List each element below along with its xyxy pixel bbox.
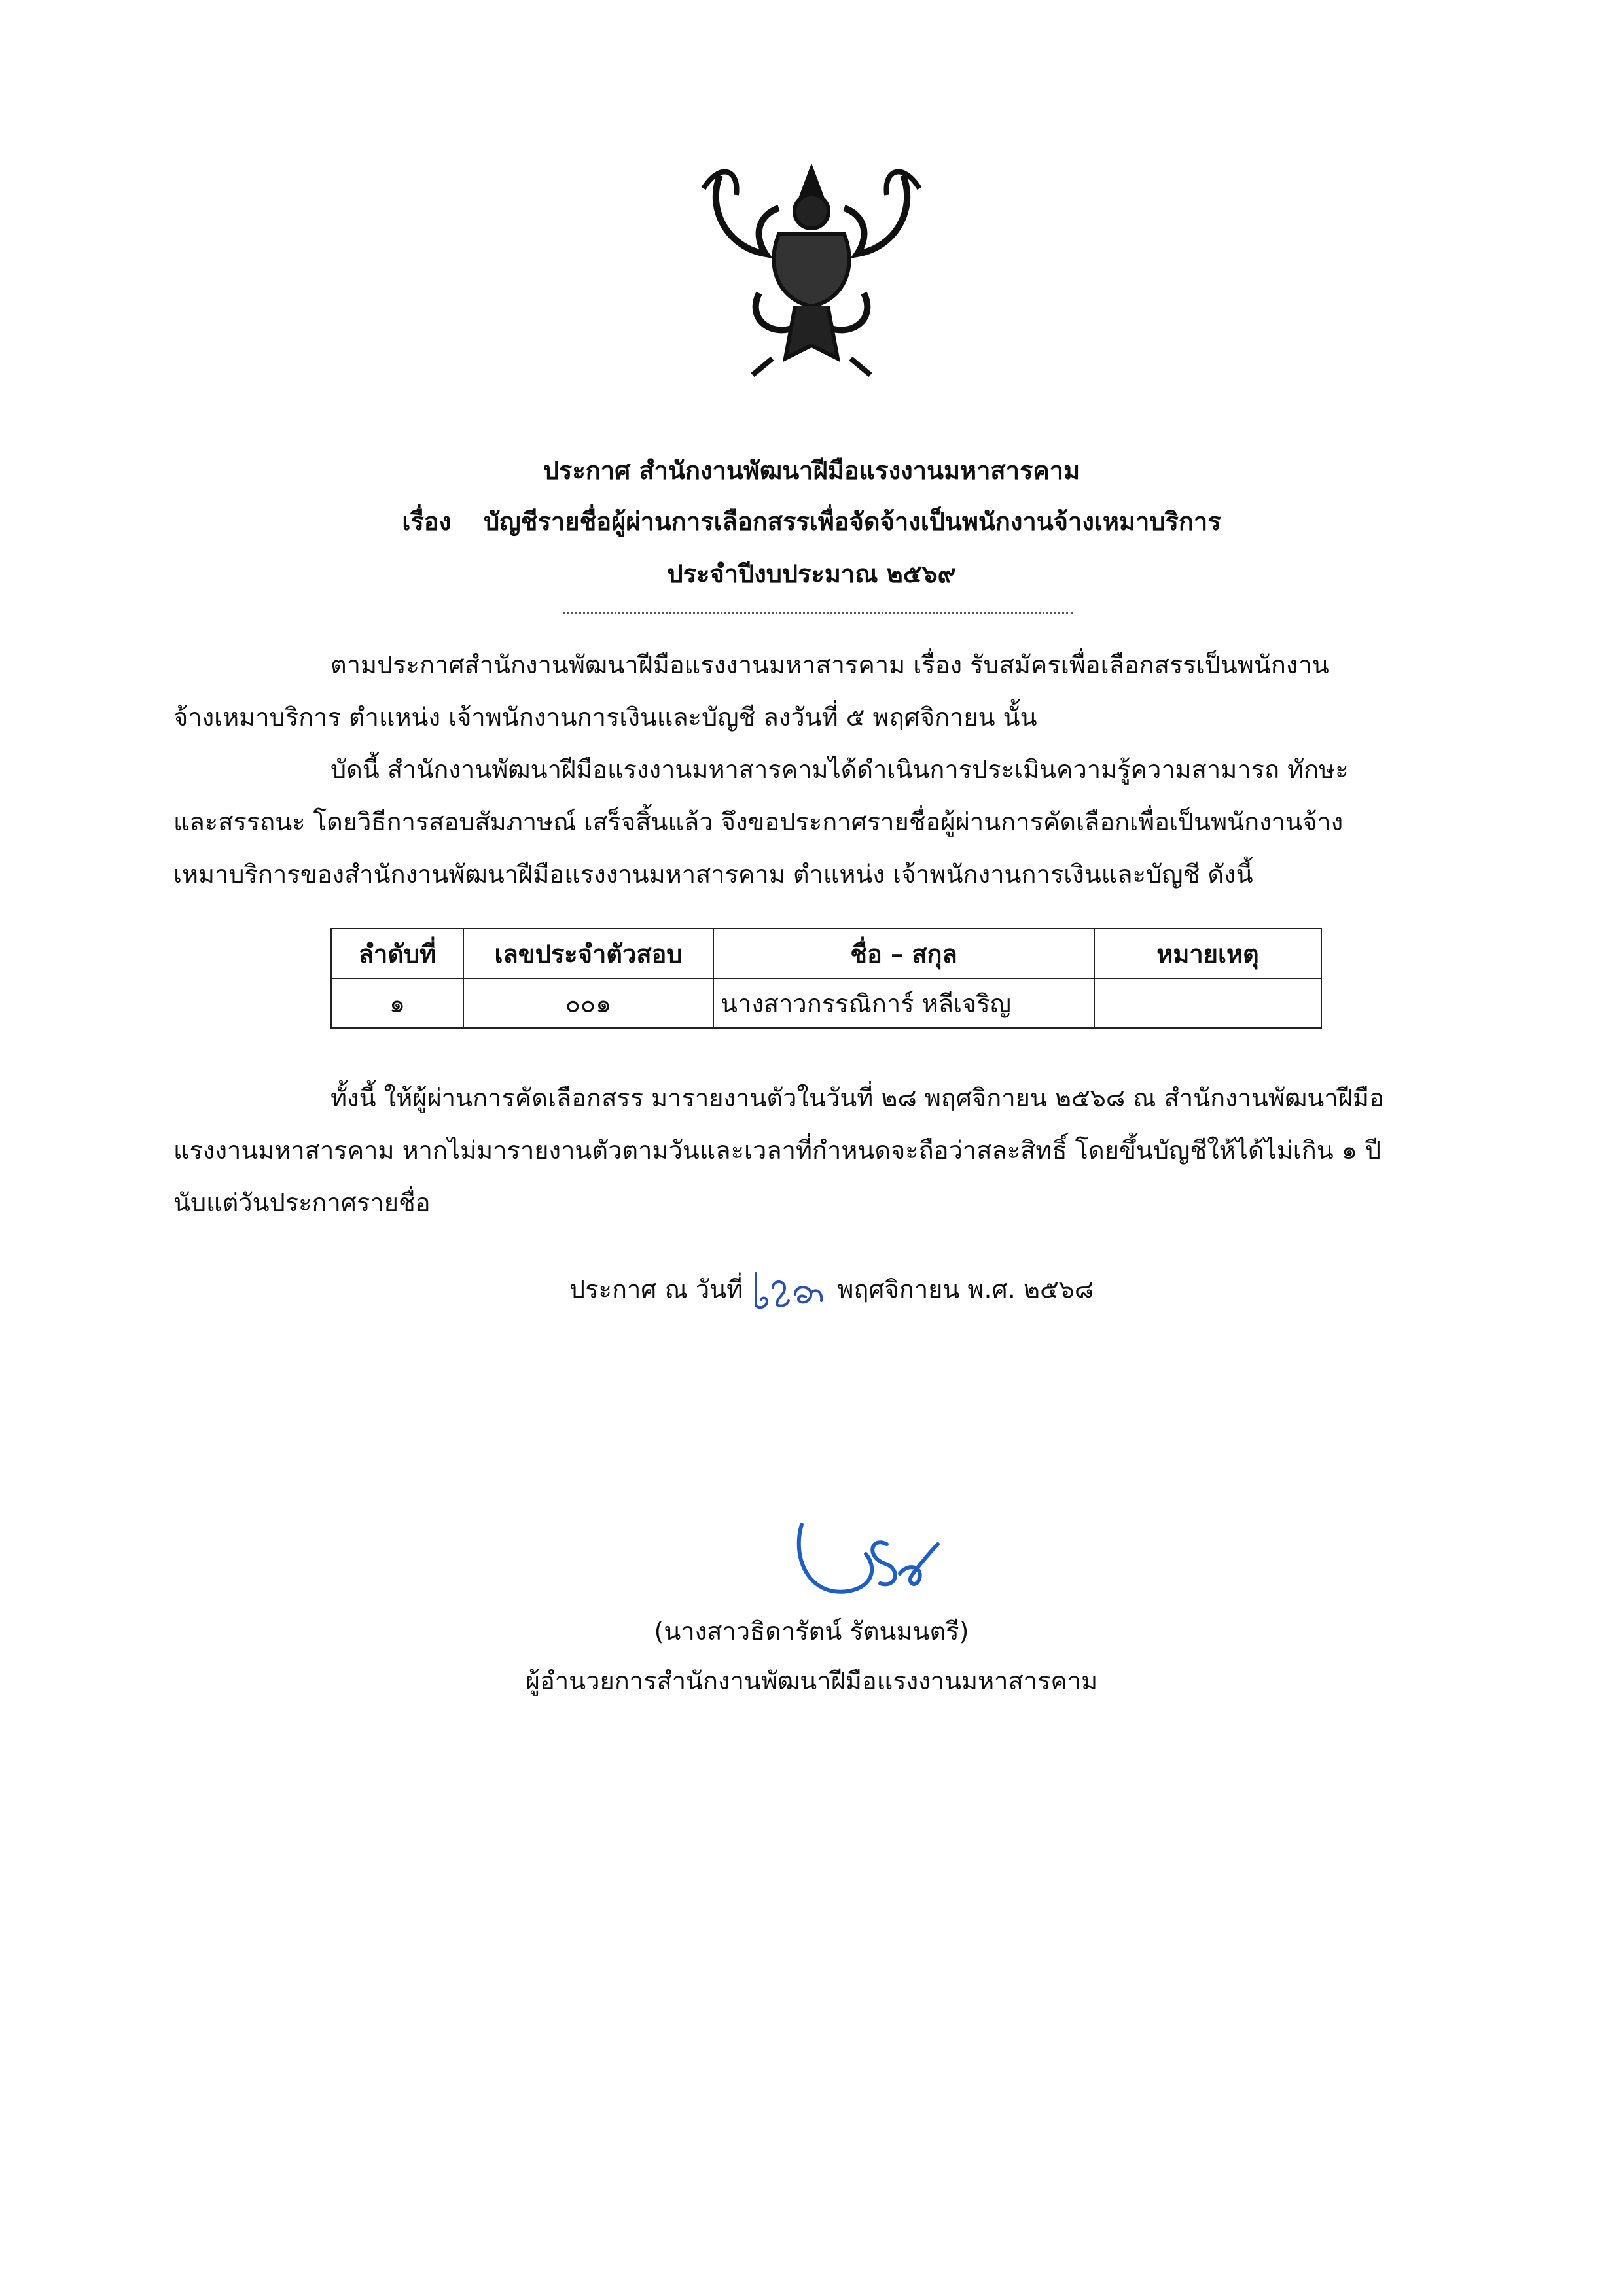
paragraph-1-line-1: ตามประกาศสำนักงานพัฒนาฝีมือแรงงานมหาสารคาม เรื่อง รับสมัครเพื่อเลือกสรรเป็นพนักงาน bbox=[330, 650, 1329, 679]
signer-name: (นางสาวธิดารัตน์ รัตนมนตรี) bbox=[654, 1617, 969, 1646]
subject-text: บัญชีรายชื่อผู้ผ่านการเลือกสรรเพื่อจัดจ้างเป็นพนักงานจ้างเหมาบริการ bbox=[484, 507, 1221, 536]
paragraph-2-line-3: เหมาบริการของสำนักงานพัฒนาฝีมือแรงงานมหาสารคาม ตำแหน่ง เจ้าพนักงานการเงินและบัญชี ดังนี้ bbox=[173, 860, 1253, 889]
table-cell: นางสาวกรรณิการ์ หลีเจริญ bbox=[713, 978, 1094, 1028]
divider bbox=[563, 612, 1073, 614]
column-header: ลำดับที่ bbox=[331, 928, 463, 978]
paragraph-2-line-2: และสรรถนะ โดยวิธีการสอบสัมภาษณ์ เสร็จสิ้นแล้ว จึงขอประกาศรายชื่อผู้ผ่านการคัดเลือกเพื่อเป็นพนักงานจ้าง bbox=[173, 807, 1344, 836]
date-prefix: ประกาศ ณ วันที่ bbox=[569, 1275, 743, 1304]
fiscal-year: ประจำปีงบประมาณ ๒๕๖๙ bbox=[667, 559, 956, 588]
garuda-emblem-icon bbox=[681, 149, 942, 385]
announcement-date bbox=[569, 1268, 1094, 1314]
announcement-subject bbox=[0, 501, 1623, 541]
table-cell: ๐๐๑ bbox=[463, 978, 713, 1028]
paragraph-3-line-3: นับแต่วันประกาศรายชื่อ bbox=[173, 1188, 431, 1217]
paragraph-2-line-1: บัดนี้ สำนักงานพัฒนาฝีมือแรงงานมหาสารคามได้ดำเนินการประเมินความรู้ความสามารถ ทักษะ bbox=[330, 755, 1349, 784]
table-header-row bbox=[331, 928, 1321, 978]
column-header: ชื่อ – สกุล bbox=[713, 928, 1094, 978]
paragraph-1-line-2: จ้างเหมาบริการ ตำแหน่ง เจ้าพนักงานการเงินและบัญชี ลงวันที่ ๕ พฤศจิกายน นั้น bbox=[173, 703, 1037, 732]
table-cell: ๑ bbox=[331, 978, 463, 1028]
date-suffix: พฤศจิกายน พ.ศ. ๒๕๖๘ bbox=[837, 1275, 1094, 1304]
paragraph-3-line-1: ทั้งนี้ ให้ผู้ผ่านการคัดเลือกสรร มารายงานตัวในวันที่ ๒๘ พฤศจิกายน ๒๕๖๘ ณ สำนักงานพัฒนาฝีมือ bbox=[330, 1084, 1384, 1112]
table-row bbox=[331, 978, 1321, 1028]
column-header: หมายเหตุ bbox=[1094, 928, 1321, 978]
signer-position: ผู้อำนวยการสำนักงานพัฒนาฝีมือแรงงานมหาสารคาม bbox=[525, 1667, 1098, 1695]
signature-image bbox=[789, 1518, 946, 1610]
subject-label: เรื่อง bbox=[402, 507, 452, 536]
candidate-table bbox=[330, 928, 1322, 1029]
column-header: เลขประจำตัวสอบ bbox=[463, 928, 713, 978]
table-cell bbox=[1094, 978, 1321, 1028]
announcement-title: ประกาศ สำนักงานพัฒนาฝีมือแรงงานมหาสารคาม bbox=[543, 456, 1080, 485]
paragraph-3-line-2: แรงงานมหาสารคาม หากไม่มารายงานตัวตามวันและเวลาที่กำหนดจะถือว่าสละสิทธิ์ โดยขึ้นบัญชีให้ได้ไม่เกิน ๑ ปี bbox=[173, 1136, 1382, 1165]
handwritten-day bbox=[751, 1268, 829, 1314]
